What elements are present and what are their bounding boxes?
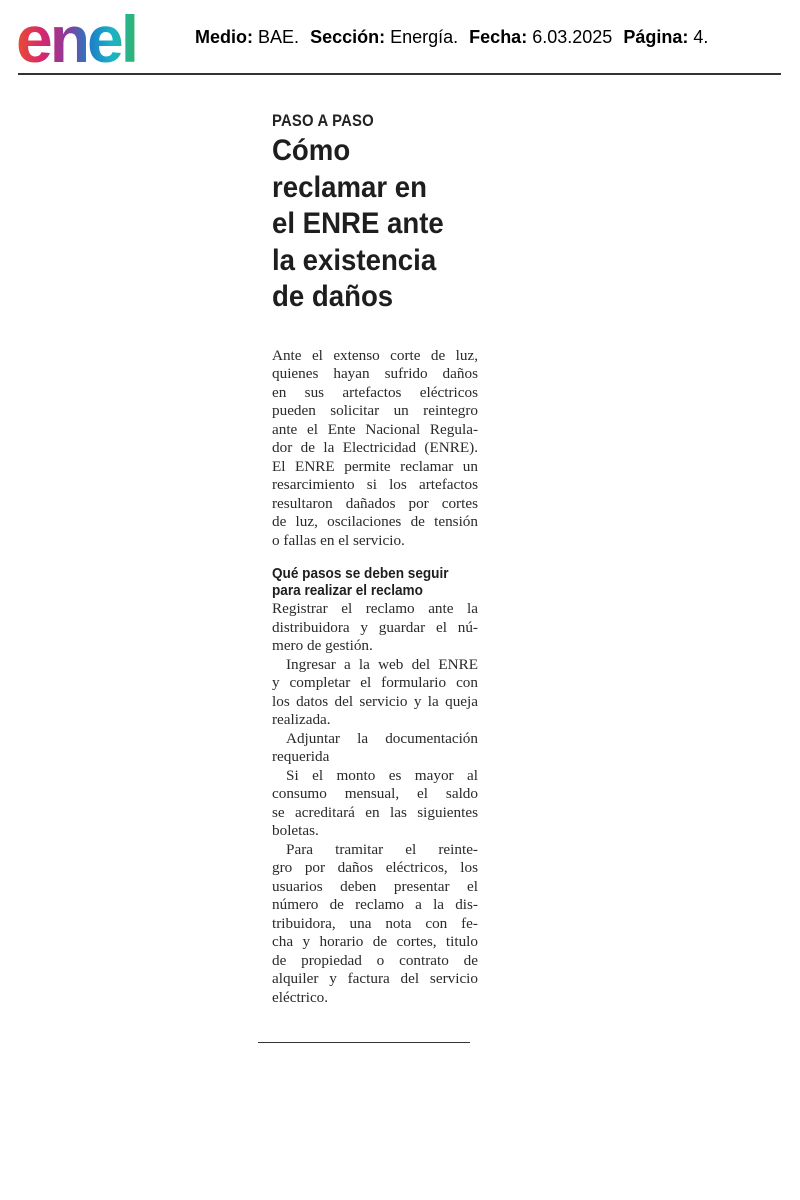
lead-line: pueden solicitar un reintegro [272,402,478,419]
lead-line: de luz, oscilaciones de tensión [272,513,478,530]
step-line: de propiedad o contrato de [272,951,478,969]
clipping-meta [195,27,708,48]
step-line: alquiler y factura del servicio [272,970,478,987]
step-paragraph [272,841,478,1008]
step-line: tribuidora, una nota con fe- [272,914,478,932]
pagina-value: 4. [693,27,709,47]
step-line: usuarios deben presentar el [272,877,478,895]
article-end-divider [258,1042,470,1043]
medio-label: Medio: [195,27,253,47]
lead-line: dor de la Electricidad (ENRE). [272,439,478,456]
enel-logo [16,8,172,68]
step-paragraph [272,767,478,841]
clipping-header [0,0,800,76]
step-line: realizada. [272,711,331,728]
lead-line: quienes hayan sufrido daños [272,365,478,382]
subhead-line: para realizar el reclamo [272,583,423,599]
headline-line: Cómo [272,134,351,167]
article-headline [272,133,474,316]
svg-text:enel: enel [16,8,137,68]
step-line: Adjuntar la documentación [286,729,478,747]
headline-line: de daños [272,280,394,313]
fecha-value: 6.03.2025 [532,27,613,47]
article-clipping [272,112,478,1007]
seccion-value: Energía. [390,27,459,47]
pagina-label: Página: [623,27,689,47]
step-line: gro por daños eléctricos, los [272,859,478,876]
step-paragraph [272,600,478,656]
subhead-line: Qué pasos se deben seguir [272,566,449,582]
step-line: consumo mensual, el saldo [272,785,478,802]
step-paragraph [272,730,478,767]
headline-line: el ENRE ante [272,207,444,240]
headline-line: la existencia [272,243,437,277]
lead-line: El ENRE permite reclamar un [272,457,478,475]
lead-line: resultaron dañados por cortes [272,494,478,512]
steps-body [272,600,478,1007]
lead-line: o fallas en el servicio. [272,531,405,549]
fecha-label: Fecha: [469,27,528,47]
step-line: Si el monto es mayor al [286,766,478,784]
step-line: Registrar el reclamo ante la [272,600,478,617]
step-line: Para tramitar el reinte- [286,840,478,858]
step-line: Ingresar a la web del ENRE [286,655,478,673]
step-line: y completar el formulario con [272,674,478,691]
lead-line: ante el Ente Nacional Regula- [272,420,478,438]
lead-line: en sus artefactos eléctricos [272,383,478,401]
medio-value: BAE. [258,27,300,47]
lead-line: Ante el extenso corte de luz, [272,346,478,364]
article-lead [272,347,478,551]
step-line: boletas. [272,822,319,839]
headline-line: reclamar en [272,170,427,204]
step-line: cha y horario de cortes, titulo [272,933,478,950]
lead-line: resarcimiento si los artefactos [272,476,478,493]
steps-subheading [272,566,464,600]
header-divider [18,73,781,75]
step-paragraph [272,656,478,730]
seccion-label: Sección: [310,27,386,47]
step-line: requerida [272,748,330,765]
step-line: los datos del servicio y la queja [272,692,478,710]
step-line: distribuidora y guardar el nú- [272,618,478,636]
article-kicker: PASO A PASO [272,112,374,130]
step-line: mero de gestión. [272,637,373,654]
step-line: se acreditará en las siguientes [272,803,478,821]
step-line: número de reclamo a la dis- [272,896,478,913]
step-line: eléctrico. [272,988,329,1006]
